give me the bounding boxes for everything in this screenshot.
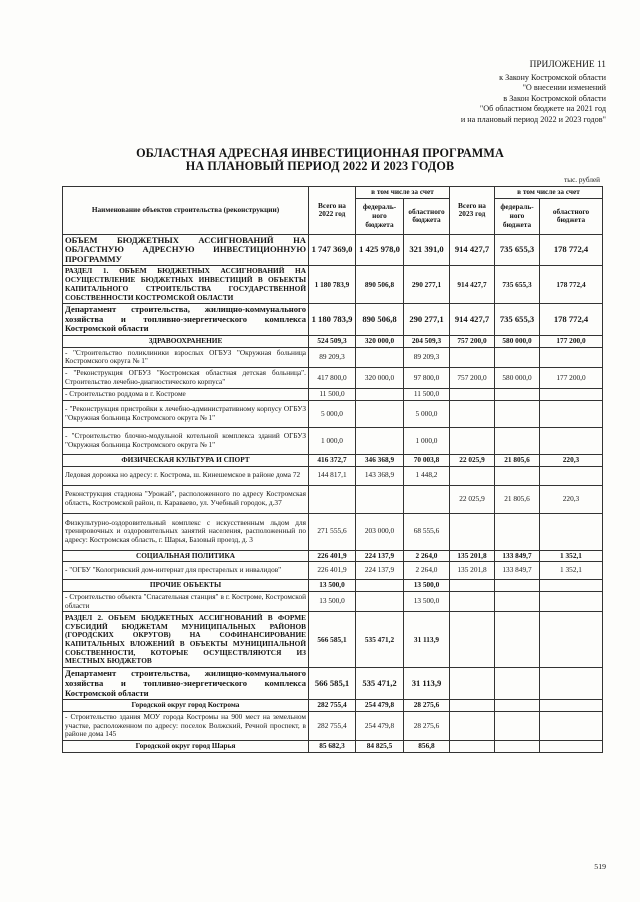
federal-2023-cell [495, 612, 540, 668]
object-name-cell: ФИЗИЧЕСКАЯ КУЛЬТУРА И СПОРТ [63, 454, 309, 466]
regional-2022-cell [404, 485, 450, 513]
federal-2023-cell [495, 347, 540, 367]
regional-2022-cell: 13 500,0 [404, 592, 450, 612]
header-total-2023: Всего на 2023 год [450, 187, 495, 235]
object-name-cell: Департамент строительства, жилищно-коммунального хозяйства и топливно-энергетического комплекса Костромской области [63, 304, 309, 336]
total-2023-cell [450, 700, 495, 712]
table-row [63, 234, 603, 266]
total-2023-cell [450, 400, 495, 427]
total-2023-cell [450, 668, 495, 700]
object-name-cell: РАЗДЕЛ 2. ОБЪЕМ БЮДЖЕТНЫХ АССИГНОВАНИЙ В ФОРМЕ СУБСИДИЙ БЮДЖЕТАМ МУНИЦИПАЛЬНЫХ РАЙОНОВ (ГОРОДСКИХ ОКРУГОВ) НА СОФИНАНСИРОВАНИЕ КАПИТАЛЬНЫХ ВЛОЖЕНИЙ В ОБЪЕКТЫ МУНИЦИПАЛЬНОЙ СОБСТВЕННОСТИ, КОТОРЫЕ ОСУЩЕСТВЛЯЮТСЯ ИЗ МЕСТНЫХ БЮДЖЕТОВ [63, 612, 309, 668]
object-name-cell: - "Реконструкция ОГБУЗ "Костромская областная детская больница". Строительство лечебно-диагностического корпуса" [63, 368, 309, 389]
federal-2022-cell: 1 425 978,0 [356, 234, 404, 266]
object-name-cell: - "Строительство блочно-модульной котельной комплекса зданий ОГБУЗ "Окружная больница Костромского округа № 1" [63, 427, 309, 454]
total-2023-cell: 914 427,7 [450, 304, 495, 336]
regional-2022-cell: 70 003,8 [404, 454, 450, 466]
object-name-cell: - Строительство объекта "Спасательная станция" в г. Костроме, Костромской области [63, 592, 309, 612]
regional-2023-cell: 1 352,1 [540, 550, 603, 562]
total-2023-cell [450, 592, 495, 612]
federal-2023-cell [495, 592, 540, 612]
regional-2023-cell [540, 711, 603, 740]
total-2023-cell [450, 427, 495, 454]
federal-2023-cell: 133 849,7 [495, 550, 540, 562]
federal-2022-cell [356, 427, 404, 454]
regional-2022-cell: 11 500,0 [404, 389, 450, 401]
investment-table [62, 186, 603, 753]
table-row [63, 454, 603, 466]
appendix-line: ПРИЛОЖЕНИЕ 11 [529, 60, 606, 70]
appendix-note [461, 60, 606, 126]
regional-2023-cell [540, 668, 603, 700]
table-row [63, 592, 603, 612]
regional-2023-cell [540, 427, 603, 454]
total-2022-cell: 566 585,1 [309, 668, 356, 700]
regional-2023-cell [540, 592, 603, 612]
total-2022-cell: 1 000,0 [309, 427, 356, 454]
regional-2023-cell: 178 772,4 [540, 266, 603, 304]
federal-2022-cell: 890 506,8 [356, 304, 404, 336]
total-2022-cell: 144 817,1 [309, 466, 356, 485]
regional-2023-cell: 178 772,4 [540, 234, 603, 266]
federal-2023-cell: 735 655,3 [495, 304, 540, 336]
regional-2023-cell: 220,3 [540, 485, 603, 513]
object-name-cell: ПРОЧИЕ ОБЪЕКТЫ [63, 580, 309, 592]
total-2023-cell: 135 201,8 [450, 562, 495, 580]
total-2023-cell [450, 389, 495, 401]
total-2023-cell [450, 612, 495, 668]
object-name-cell: Физкультурно-оздоровительный комплекс с искусственным льдом для тренировочных и оздоровительных занятий населения, расположенный по адресу: Костромская область, г. Шарья, Базовый проезд, д. 3 [63, 513, 309, 550]
table-row [63, 347, 603, 367]
header-regional-2022: областного бюджета [404, 198, 450, 234]
table-row [63, 700, 603, 712]
regional-2022-cell: 5 000,0 [404, 400, 450, 427]
federal-2023-cell: 21 805,6 [495, 454, 540, 466]
total-2023-cell: 914 427,7 [450, 266, 495, 304]
federal-2022-cell [356, 400, 404, 427]
table-row [63, 550, 603, 562]
appendix-line: к Закону Костромской области [499, 72, 606, 82]
regional-2022-cell: 28 275,6 [404, 700, 450, 712]
appendix-line: в Закон Костромской области [503, 93, 606, 103]
federal-2022-cell [356, 580, 404, 592]
total-2022-cell: 271 555,6 [309, 513, 356, 550]
table-row [63, 741, 603, 753]
regional-2023-cell: 220,3 [540, 454, 603, 466]
table-row [63, 668, 603, 700]
federal-2022-cell: 84 825,5 [356, 741, 404, 753]
total-2022-cell: 226 401,9 [309, 550, 356, 562]
federal-2023-cell [495, 513, 540, 550]
object-name-cell: - Строительство здания МОУ города Костромы на 900 мест на земельном участке, расположенном по адресу: поселок Волжский, Речной проспект, в районе дома 145 [63, 711, 309, 740]
total-2022-cell: 226 401,9 [309, 562, 356, 580]
page-number: 519 [594, 862, 606, 871]
total-2022-cell: 1 180 783,9 [309, 304, 356, 336]
federal-2023-cell [495, 711, 540, 740]
total-2023-cell [450, 741, 495, 753]
total-2022-cell: 13 500,0 [309, 580, 356, 592]
federal-2023-cell [495, 389, 540, 401]
title-line-2: НА ПЛАНОВЫЙ ПЕРИОД 2022 И 2023 ГОДОВ [185, 159, 455, 173]
object-name-cell: РАЗДЕЛ 1. ОБЪЕМ БЮДЖЕТНЫХ АССИГНОВАНИЙ НА ОСУЩЕСТВЛЕНИЕ БЮДЖЕТНЫХ ИНВЕСТИЦИЙ В ОБЪЕКТЫ КАПИТАЛЬНОГО СТРОИТЕЛЬСТВА ГОСУДАРСТВЕННОЙ СОБСТВЕННОСТИ КОСТРОМСКОЙ ОБЛАСТИ [63, 266, 309, 304]
object-name-cell: - "Строительство поликлиники взрослых ОГБУЗ "Окружная больница Костромского округа № 1" [63, 347, 309, 367]
table-body [63, 234, 603, 752]
regional-2023-cell: 1 352,1 [540, 562, 603, 580]
federal-2023-cell [495, 466, 540, 485]
object-name-cell: Ледовая дорожка но адресу: г. Кострома, ш. Кинешемское в районе дома 72 [63, 466, 309, 485]
object-name-cell: Городской округ город Шарья [63, 741, 309, 753]
regional-2023-cell [540, 389, 603, 401]
total-2022-cell: 89 209,3 [309, 347, 356, 367]
table-row [63, 266, 603, 304]
federal-2022-cell: 320 000,0 [356, 368, 404, 389]
total-2023-cell: 914 427,7 [450, 234, 495, 266]
header-regional-2023: областного бюджета [540, 198, 603, 234]
table-row [63, 389, 603, 401]
object-name-cell: - Строительство роддома в г. Костроме [63, 389, 309, 401]
federal-2023-cell [495, 741, 540, 753]
federal-2022-cell [356, 347, 404, 367]
regional-2022-cell: 856,8 [404, 741, 450, 753]
table-row [63, 368, 603, 389]
table-row [63, 562, 603, 580]
table-row [63, 400, 603, 427]
total-2022-cell: 85 682,3 [309, 741, 356, 753]
total-2022-cell: 13 500,0 [309, 592, 356, 612]
federal-2022-cell [356, 389, 404, 401]
total-2022-cell [309, 485, 356, 513]
federal-2023-cell: 735 655,3 [495, 234, 540, 266]
regional-2023-cell [540, 466, 603, 485]
object-name-cell: ЗДРАВООХРАНЕНИЕ [63, 336, 309, 348]
total-2023-cell [450, 466, 495, 485]
federal-2023-cell: 133 849,7 [495, 562, 540, 580]
regional-2022-cell: 290 277,1 [404, 266, 450, 304]
appendix-line: и на плановый период 2022 и 2023 годов" [460, 114, 606, 124]
federal-2023-cell: 580 000,0 [495, 336, 540, 348]
table-row [63, 485, 603, 513]
total-2023-cell: 135 201,8 [450, 550, 495, 562]
total-2022-cell: 5 000,0 [309, 400, 356, 427]
object-name-cell: - "Реконструкция пристройки к лечебно-административному корпусу ОГБУЗ "Окружная больница Костромского округа № 1" [63, 400, 309, 427]
header-federal-2023: федераль-ного бюджета [495, 198, 540, 234]
regional-2023-cell [540, 400, 603, 427]
document-title [0, 147, 640, 173]
regional-2022-cell: 31 113,9 [404, 668, 450, 700]
object-name-cell: ОБЪЕМ БЮДЖЕТНЫХ АССИГНОВАНИЙ НА ОБЛАСТНУЮ АДРЕСНУЮ ИНВЕСТИЦИОННУЮ ПРОГРАММУ [63, 234, 309, 266]
total-2022-cell: 1 180 783,9 [309, 266, 356, 304]
object-name-cell: СОЦИАЛЬНАЯ ПОЛИТИКА [63, 550, 309, 562]
table-row [63, 711, 603, 740]
total-2023-cell: 757 200,0 [450, 368, 495, 389]
federal-2023-cell [495, 700, 540, 712]
regional-2022-cell: 204 509,3 [404, 336, 450, 348]
total-2022-cell: 11 500,0 [309, 389, 356, 401]
table-row [63, 580, 603, 592]
object-name-cell: Реконструкция стадиона "Урожай", расположенного по адресу Костромская область, Костромской район, п. Караваево, ул. Учебный городок, д.37 [63, 485, 309, 513]
federal-2022-cell: 320 000,0 [356, 336, 404, 348]
total-2022-cell: 417 800,0 [309, 368, 356, 389]
total-2022-cell: 282 755,4 [309, 711, 356, 740]
federal-2023-cell [495, 400, 540, 427]
federal-2023-cell [495, 668, 540, 700]
regional-2023-cell: 178 772,4 [540, 304, 603, 336]
table-row [63, 612, 603, 668]
header-in-that-2022: в том числе за счет [356, 187, 450, 199]
regional-2022-cell: 68 555,6 [404, 513, 450, 550]
regional-2023-cell [540, 741, 603, 753]
appendix-line: "Об областном бюджете на 2021 год [479, 104, 606, 114]
federal-2022-cell: 254 479,8 [356, 700, 404, 712]
header-federal-2022: федераль-ного бюджета [356, 198, 404, 234]
regional-2022-cell: 13 500,0 [404, 580, 450, 592]
regional-2022-cell: 1 448,2 [404, 466, 450, 485]
regional-2023-cell [540, 612, 603, 668]
federal-2022-cell: 224 137,9 [356, 562, 404, 580]
title-line-1: ОБЛАСТНАЯ АДРЕСНАЯ ИНВЕСТИЦИОННАЯ ПРОГРАММА [136, 146, 504, 160]
federal-2022-cell [356, 592, 404, 612]
federal-2022-cell: 203 000,0 [356, 513, 404, 550]
federal-2022-cell: 535 471,2 [356, 612, 404, 668]
object-name-cell: - "ОГБУ "Кологривский дом-интернат для престарелых и инвалидов" [63, 562, 309, 580]
regional-2023-cell [540, 347, 603, 367]
regional-2023-cell: 177 200,0 [540, 336, 603, 348]
regional-2023-cell [540, 580, 603, 592]
regional-2023-cell [540, 700, 603, 712]
header-name: Наименование объектов строительства (реконструкции) [63, 187, 309, 235]
regional-2022-cell: 31 113,9 [404, 612, 450, 668]
total-2022-cell: 282 755,4 [309, 700, 356, 712]
federal-2022-cell [356, 485, 404, 513]
regional-2023-cell [540, 513, 603, 550]
regional-2022-cell: 321 391,0 [404, 234, 450, 266]
regional-2022-cell: 28 275,6 [404, 711, 450, 740]
regional-2022-cell: 2 264,0 [404, 562, 450, 580]
regional-2022-cell: 1 000,0 [404, 427, 450, 454]
total-2023-cell [450, 580, 495, 592]
total-2023-cell: 757 200,0 [450, 336, 495, 348]
table-row [63, 513, 603, 550]
federal-2022-cell: 535 471,2 [356, 668, 404, 700]
federal-2022-cell: 346 368,9 [356, 454, 404, 466]
total-2023-cell [450, 347, 495, 367]
total-2023-cell: 22 025,9 [450, 454, 495, 466]
federal-2023-cell [495, 427, 540, 454]
total-2022-cell: 524 509,3 [309, 336, 356, 348]
federal-2022-cell: 224 137,9 [356, 550, 404, 562]
federal-2023-cell: 21 805,6 [495, 485, 540, 513]
total-2022-cell: 566 585,1 [309, 612, 356, 668]
total-2022-cell: 416 372,7 [309, 454, 356, 466]
header-in-that-2023: в том числе за счет [495, 187, 603, 199]
federal-2023-cell [495, 580, 540, 592]
total-2022-cell: 1 747 369,0 [309, 234, 356, 266]
object-name-cell: Департамент строительства, жилищно-коммунального хозяйства и топливно-энергетического комплекса Костромской области [63, 668, 309, 700]
total-2023-cell [450, 711, 495, 740]
table-row [63, 466, 603, 485]
federal-2023-cell: 735 655,3 [495, 266, 540, 304]
regional-2022-cell: 89 209,3 [404, 347, 450, 367]
regional-2022-cell: 97 800,0 [404, 368, 450, 389]
table-row [63, 304, 603, 336]
regional-2023-cell: 177 200,0 [540, 368, 603, 389]
federal-2022-cell: 890 506,8 [356, 266, 404, 304]
units-label: тыс. рублей [564, 176, 600, 184]
total-2023-cell [450, 513, 495, 550]
total-2023-cell: 22 025,9 [450, 485, 495, 513]
federal-2022-cell: 254 479,8 [356, 711, 404, 740]
appendix-line: "О внесении изменений [522, 83, 606, 93]
table-row [63, 336, 603, 348]
regional-2022-cell: 290 277,1 [404, 304, 450, 336]
federal-2022-cell: 143 368,9 [356, 466, 404, 485]
table-row [63, 427, 603, 454]
regional-2022-cell: 2 264,0 [404, 550, 450, 562]
object-name-cell: Городской округ город Кострома [63, 700, 309, 712]
federal-2023-cell: 580 000,0 [495, 368, 540, 389]
header-total-2022: Всего на 2022 год [309, 187, 356, 235]
